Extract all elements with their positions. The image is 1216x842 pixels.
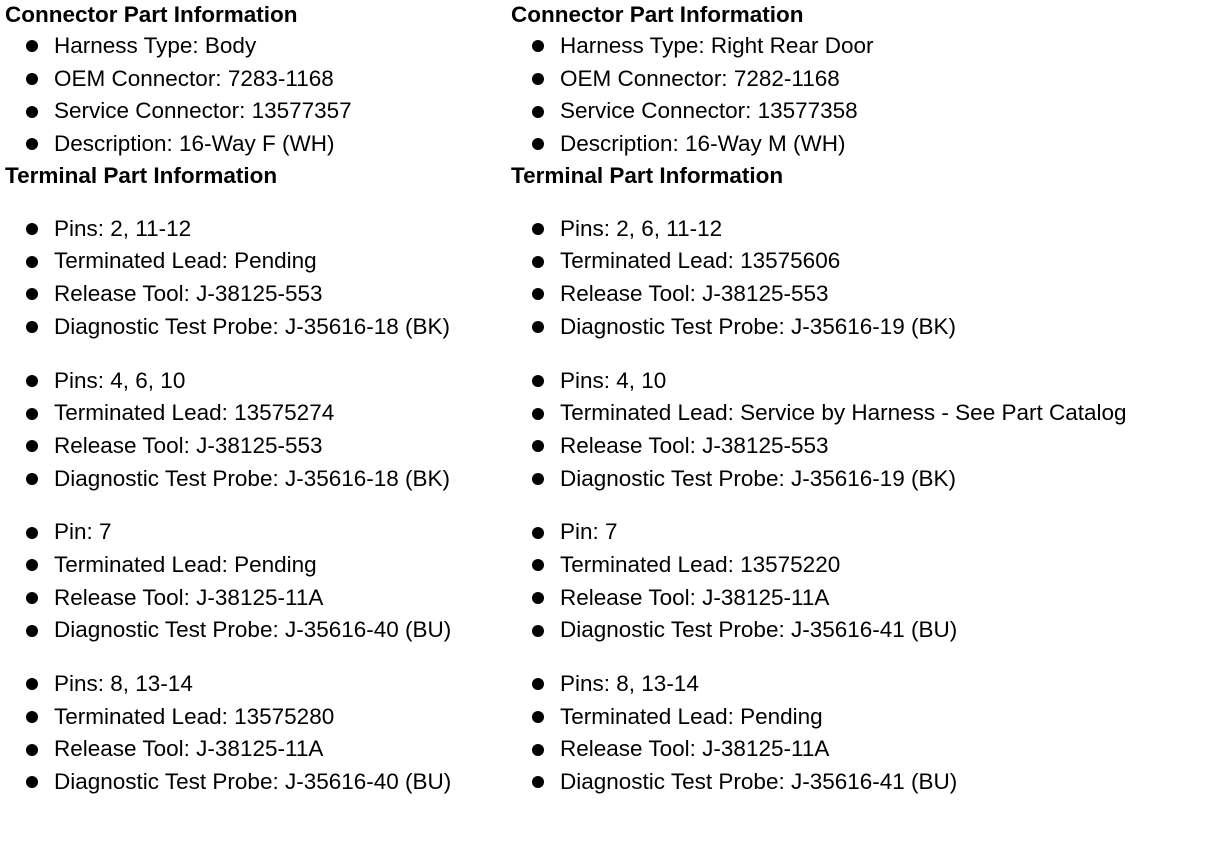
bullet-icon <box>26 592 38 604</box>
bullet-icon <box>26 40 38 52</box>
list-item-text: Pins: 8, 13-14 <box>54 671 193 696</box>
bullet-icon <box>532 440 544 452</box>
bullet-icon <box>532 256 544 268</box>
bullet-icon <box>532 776 544 788</box>
bullet-icon <box>26 288 38 300</box>
bullet-icon <box>532 288 544 300</box>
bullet-icon <box>532 559 544 571</box>
terminal-part-heading: Terminal Part Information <box>5 162 278 188</box>
list-item-text: Diagnostic Test Probe: J-35616-19 (BK) <box>560 313 957 339</box>
bullet-icon <box>532 106 544 118</box>
terminal-group <box>511 365 1216 496</box>
list-item-text: Diagnostic Test Probe: J-35616-41 (BU) <box>560 617 958 643</box>
list-item-text: Service Connector: 13577358 <box>560 98 858 124</box>
list-item <box>511 311 1216 344</box>
list-item <box>511 63 1216 96</box>
list-item <box>511 245 1216 278</box>
list-item-text: Release Tool: J-38125-11A <box>54 736 324 762</box>
bullet-icon <box>532 138 544 150</box>
bullet-icon <box>532 223 544 235</box>
bullet-icon <box>26 776 38 788</box>
list-item-text: Release Tool: J-38125-553 <box>54 281 323 307</box>
bullet-icon <box>532 711 544 723</box>
bullet-icon <box>26 744 38 756</box>
bullet-icon <box>532 408 544 420</box>
bullet-icon <box>532 40 544 52</box>
list-item-text: Description: 16-Way M (WH) <box>560 131 846 157</box>
list-item-text: Pin: 7 <box>54 519 112 545</box>
bullet-icon <box>26 678 38 690</box>
terminal-group <box>511 668 1216 799</box>
bullet-icon <box>26 625 38 637</box>
list-item <box>511 733 1216 766</box>
list-item <box>511 516 1216 549</box>
list-item-text: Release Tool: J-38125-553 <box>560 281 829 307</box>
connector-part-heading: Connector Part Information <box>511 2 804 27</box>
bullet-icon <box>532 473 544 485</box>
list-item-text: Pins: 4, 10 <box>560 367 667 393</box>
list-item <box>511 430 1216 463</box>
list-item-text: OEM Connector: 7282-1168 <box>560 65 840 91</box>
list-item-text: Pins: 2, 6, 11-12 <box>560 215 723 241</box>
bullet-icon <box>532 592 544 604</box>
bullet-icon <box>26 375 38 387</box>
bullet-icon <box>26 223 38 235</box>
list-item <box>511 128 1216 161</box>
list-item-text: Terminated Lead: Pending <box>560 703 823 729</box>
bullet-icon <box>26 527 38 539</box>
bullet-icon <box>26 440 38 452</box>
bullet-icon <box>532 375 544 387</box>
list-item-text: Description: 16-Way F (WH) <box>54 131 335 157</box>
list-item-text: Release Tool: J-38125-11A <box>560 736 830 762</box>
list-item <box>511 397 1216 430</box>
bullet-icon <box>532 625 544 637</box>
list-item-text: Diagnostic Test Probe: J-35616-18 (BK) <box>54 465 451 491</box>
list-item <box>511 668 1216 701</box>
connector-part-heading: Connector Part Information <box>5 2 298 27</box>
list-item-text: Terminated Lead: 13575606 <box>560 248 841 274</box>
list-item-text: Release Tool: J-38125-553 <box>560 432 829 458</box>
list-item-text: Terminated Lead: Pending <box>54 551 317 577</box>
list-item <box>511 582 1216 615</box>
list-item-text: Diagnostic Test Probe: J-35616-18 (BK) <box>54 313 451 339</box>
list-item-text: Pins: 8, 13-14 <box>560 671 699 696</box>
connector-part-list <box>511 30 1216 161</box>
terminal-group <box>511 213 1216 344</box>
bullet-icon <box>26 321 38 333</box>
list-item <box>511 213 1216 246</box>
right-column <box>511 0 1216 799</box>
list-item-text: Terminated Lead: 13575280 <box>54 703 335 729</box>
bullet-icon <box>532 678 544 690</box>
bullet-icon <box>26 138 38 150</box>
list-item-text: Diagnostic Test Probe: J-35616-40 (BU) <box>54 617 452 643</box>
list-item <box>511 95 1216 128</box>
list-item-text: Pin: 7 <box>560 519 618 545</box>
list-item-text: Release Tool: J-38125-553 <box>54 432 323 458</box>
list-item-text: Harness Type: Right Rear Door <box>560 33 874 58</box>
bullet-icon <box>532 321 544 333</box>
terminal-group <box>511 516 1216 647</box>
list-item <box>511 766 1216 799</box>
bullet-icon <box>26 711 38 723</box>
bullet-icon <box>26 408 38 420</box>
list-item-text: Pins: 4, 6, 10 <box>54 367 186 393</box>
bullet-icon <box>26 256 38 268</box>
list-item <box>511 30 1216 63</box>
terminal-part-heading: Terminal Part Information <box>511 162 784 188</box>
list-item-text: Diagnostic Test Probe: J-35616-40 (BU) <box>54 769 452 795</box>
list-item <box>511 278 1216 311</box>
list-item-text: Diagnostic Test Probe: J-35616-41 (BU) <box>560 769 958 795</box>
bullet-icon <box>26 559 38 571</box>
list-item <box>511 365 1216 398</box>
list-item-text: Release Tool: J-38125-11A <box>54 584 324 610</box>
list-item <box>511 701 1216 734</box>
list-item-text: Service Connector: 13577357 <box>54 98 352 124</box>
list-item-text: Pins: 2, 11-12 <box>54 215 192 241</box>
bullet-icon <box>532 744 544 756</box>
list-item-text: Terminated Lead: Pending <box>54 248 317 274</box>
list-item <box>511 614 1216 647</box>
bullet-icon <box>26 473 38 485</box>
list-item-text: Terminated Lead: 13575274 <box>54 400 335 426</box>
bullet-icon <box>26 106 38 118</box>
list-item-text: OEM Connector: 7283-1168 <box>54 65 334 91</box>
list-item-text: Release Tool: J-38125-11A <box>560 584 830 610</box>
bullet-icon <box>532 73 544 85</box>
terminal-part-groups <box>511 213 1216 799</box>
list-item-text: Terminated Lead: Service by Harness - See Part Catalog <box>560 400 1127 426</box>
bullet-icon <box>532 527 544 539</box>
list-item <box>511 549 1216 582</box>
list-item-text: Harness Type: Body <box>54 33 257 58</box>
list-item-text: Terminated Lead: 13575220 <box>560 551 841 577</box>
bullet-icon <box>26 73 38 85</box>
list-item-text: Diagnostic Test Probe: J-35616-19 (BK) <box>560 465 957 491</box>
list-item <box>511 463 1216 496</box>
